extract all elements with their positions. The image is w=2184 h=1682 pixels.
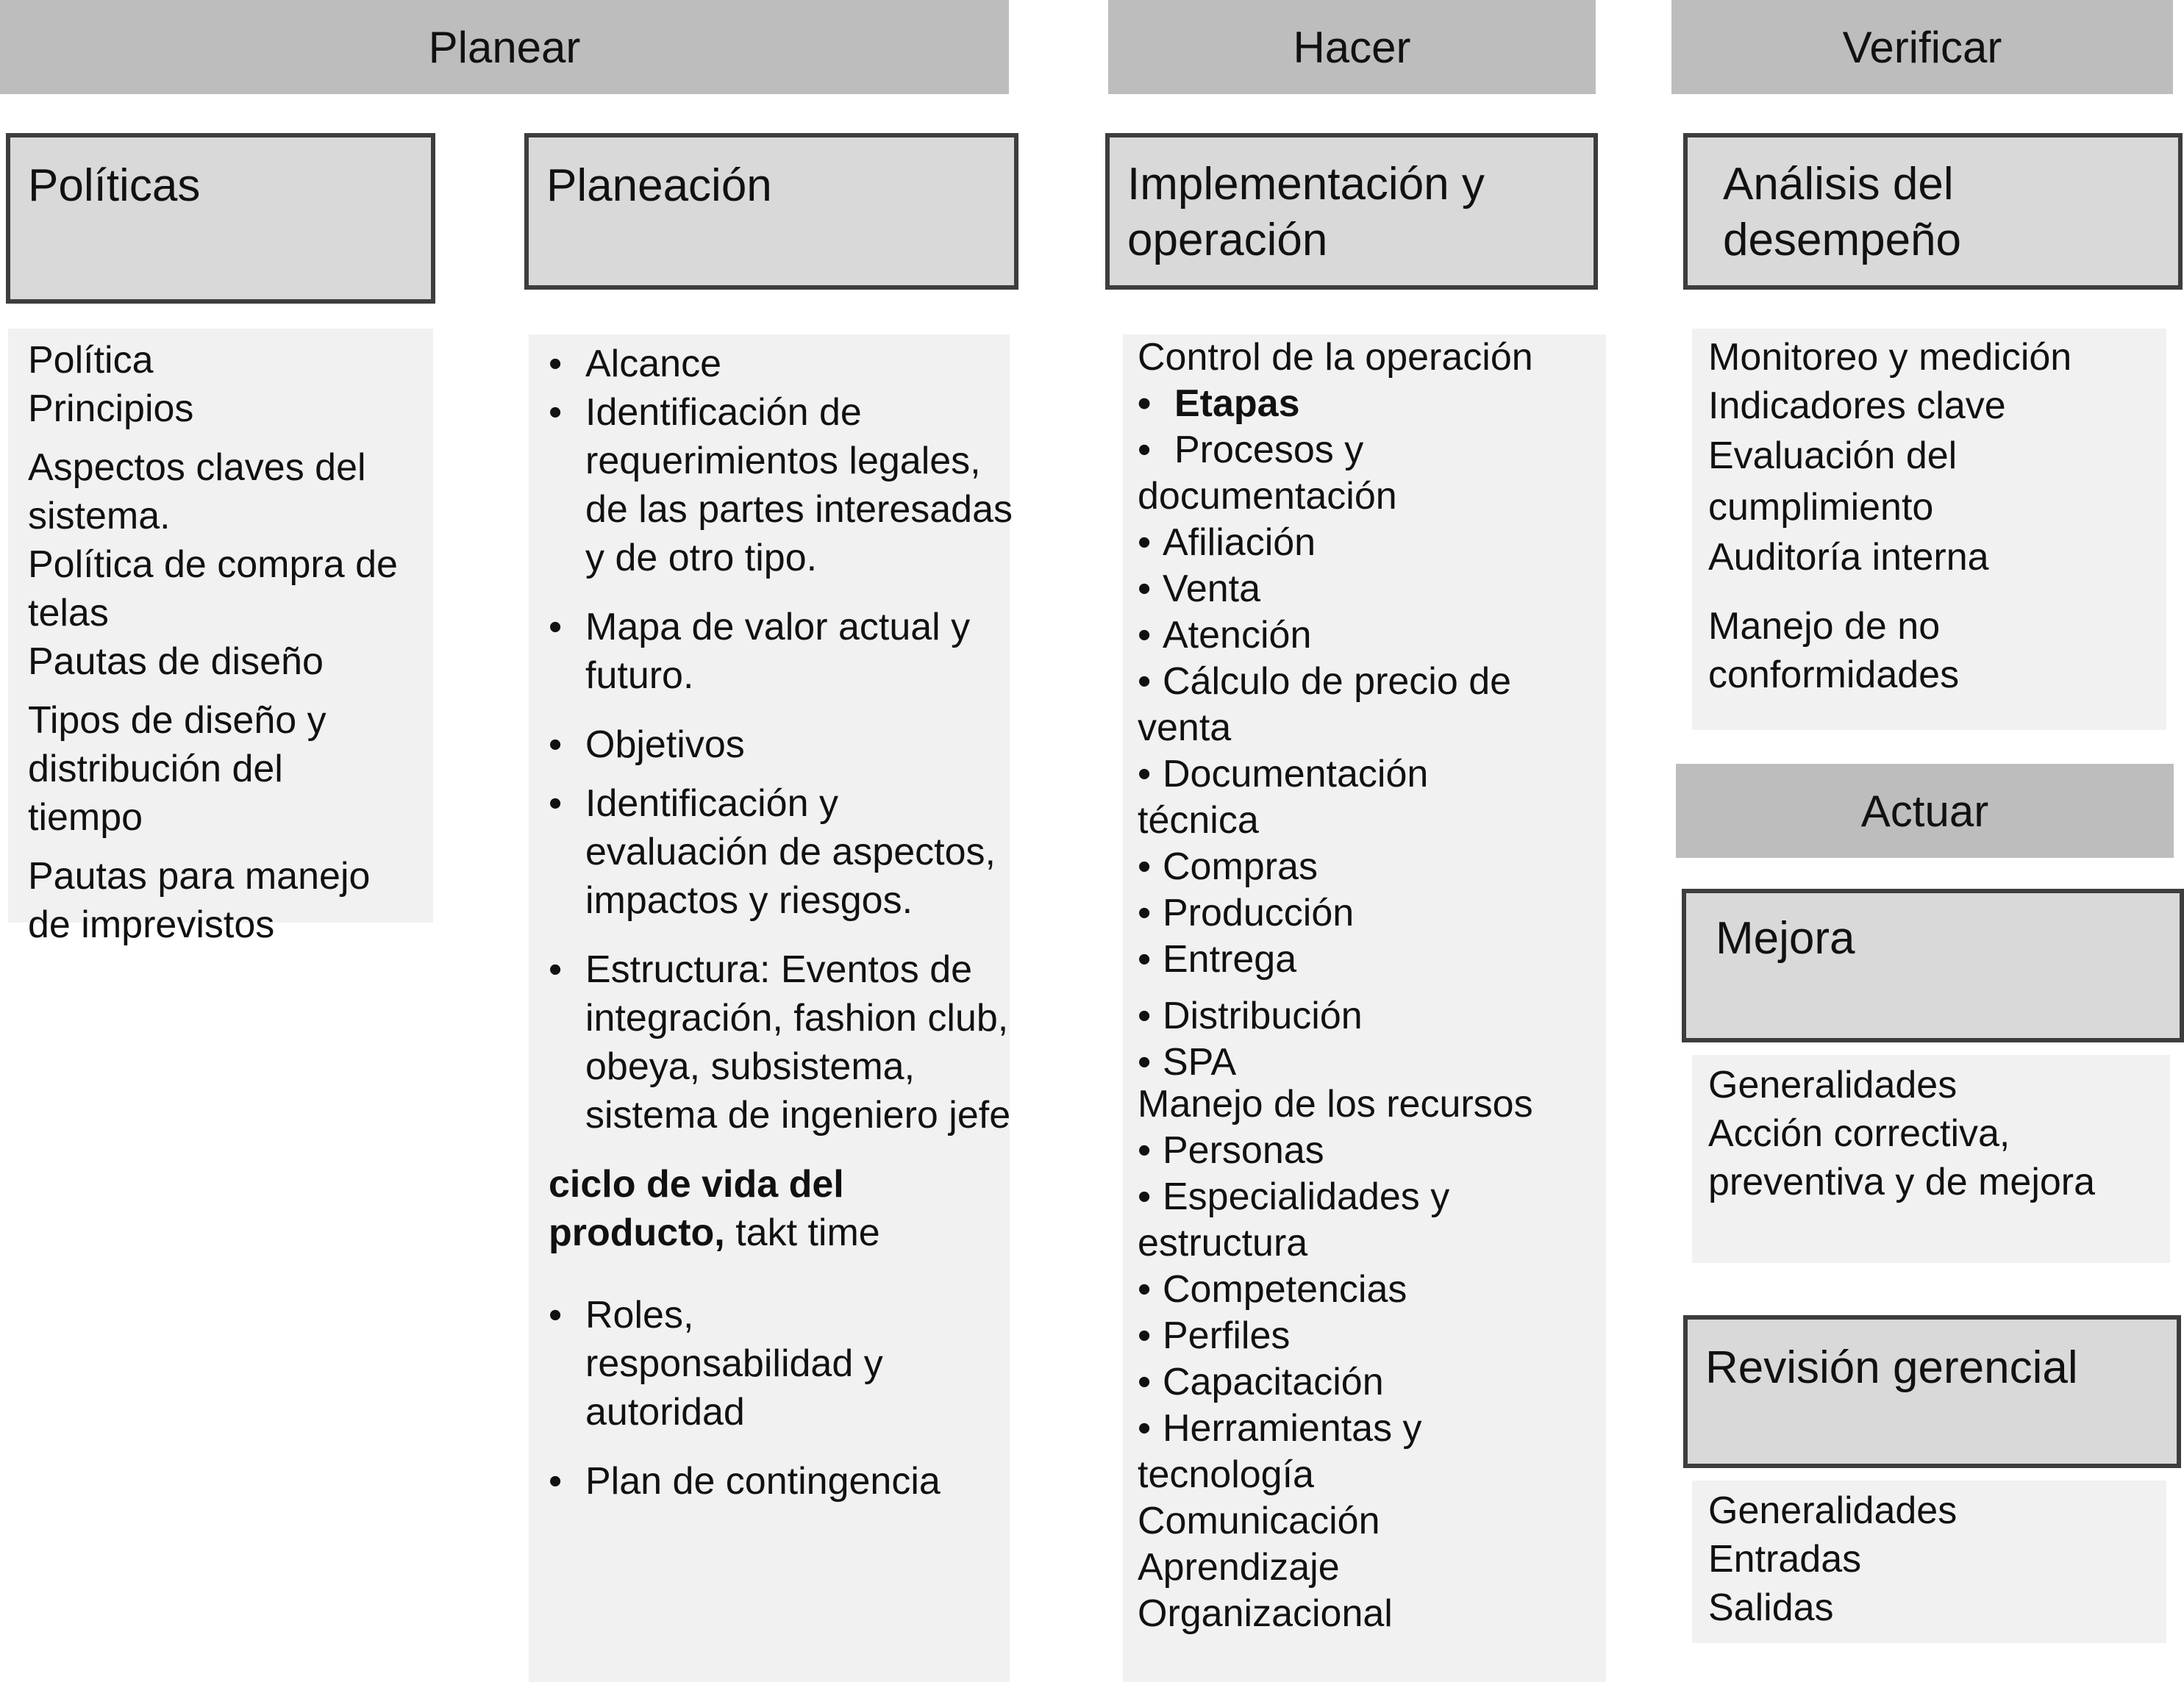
list-item: Pautas para manejo de imprevistos [28, 855, 371, 946]
lifecycle-text [549, 1160, 960, 1257]
list-item: • Documentación técnica [1138, 751, 1461, 844]
list-item: • Capacitación [1138, 1359, 1606, 1406]
list-item: • Afiliación [1138, 520, 1606, 566]
list-item: Auditoría interna [1708, 536, 1989, 579]
list-item: Entradas [1708, 1538, 1862, 1581]
list-item: Evaluación del cumplimiento [1708, 434, 1958, 529]
list-item: Salidas [1708, 1586, 1834, 1629]
etapas-item: • Etapas [1138, 381, 1606, 427]
list-item: Tipos de diseño y distribución del tiempo [28, 699, 326, 839]
list-item: Pautas de diseño [28, 640, 324, 683]
list-item: • Identificación de requerimientos legales, de las partes interesadas y de otro tipo. [549, 388, 1019, 582]
list-item: Generalidades [1708, 1064, 1958, 1106]
list-item: • Venta [1138, 566, 1606, 612]
politicas-content [8, 329, 433, 946]
analisis-title-box: Análisis del desempeño [1683, 133, 2183, 290]
politicas-title-box: Políticas [6, 133, 435, 304]
planeacion-content [529, 334, 1013, 1682]
list-item: • Producción [1138, 890, 1606, 937]
list-item: • Herramientas y tecnología [1138, 1406, 1461, 1498]
revision-title-box: Revisión gerencial [1683, 1315, 2181, 1468]
lifecycle-bold-text: ciclo de vida del producto, [549, 1163, 844, 1254]
planeacion-title-box: Planeación [524, 133, 1018, 290]
list-item: Indicadores clave [1708, 384, 2006, 427]
list-item: • Roles, responsabilidad y autoridad [549, 1291, 931, 1436]
list-item: • Estructura: Eventos de integración, fashion club, obeya, subsistema, sistema de ingeniero jefe [549, 945, 1019, 1139]
list-item: • Entrega [1138, 937, 1606, 983]
procesos-item: • Procesos y documentación [1138, 427, 1461, 520]
implementacion-content [1123, 334, 1606, 1682]
list-item: • Perfiles [1138, 1313, 1606, 1359]
list-item: • Atención [1138, 612, 1606, 659]
list-item: • Personas [1138, 1128, 1606, 1174]
list-item: Aspectos claves del sistema. [28, 446, 366, 537]
comunicacion-item: Comunicación [1138, 1500, 1380, 1542]
takt-time-text: takt time [735, 1212, 880, 1254]
aprendizaje-item: Aprendizaje Organizacional [1138, 1546, 1393, 1635]
list-item: Monitoreo y medición [1708, 336, 2072, 379]
list-item: • Objetivos [549, 720, 1010, 769]
list-item: Política de compra de telas [28, 543, 398, 634]
list-item: • Distribución [1138, 993, 1606, 1039]
list-item: • Cálculo de precio de venta [1138, 659, 1579, 751]
list-item: Principios [28, 387, 194, 430]
list-item: • Especialidades y estructura [1138, 1174, 1476, 1267]
list-item: • Compras [1138, 844, 1606, 890]
list-item: • Alcance [549, 340, 1010, 388]
list-item: • SPA [1138, 1039, 1606, 1086]
phase-header-planear: Planear [0, 0, 1009, 94]
list-item: Manejo de no conformidades [1708, 605, 1960, 696]
mejora-content [1692, 1055, 2170, 1263]
control-operacion-heading: Control de la operación [1138, 336, 1533, 379]
recursos-heading: Manejo de los recursos [1138, 1083, 1533, 1125]
list-item: Generalidades [1708, 1489, 1958, 1532]
list-item: • Mapa de valor actual y futuro. [549, 603, 1019, 700]
list-item: Política [28, 339, 154, 382]
revision-content [1692, 1481, 2166, 1643]
list-item: • Plan de contingencia [549, 1457, 1010, 1506]
implementacion-title-box: Implementación y operación [1105, 133, 1598, 290]
phase-header-hacer: Hacer [1108, 0, 1596, 94]
list-item: • Identificación y evaluación de aspectos, impactos y riesgos. [549, 779, 1027, 925]
mejora-title-box: Mejora [1682, 889, 2184, 1042]
phase-header-verificar: Verificar [1671, 0, 2173, 94]
phase-header-actuar: Actuar [1676, 764, 2174, 858]
list-item: Acción correctiva, preventiva y de mejora [1708, 1112, 2096, 1203]
analisis-content [1692, 329, 2166, 730]
list-item: • Competencias [1138, 1267, 1606, 1313]
